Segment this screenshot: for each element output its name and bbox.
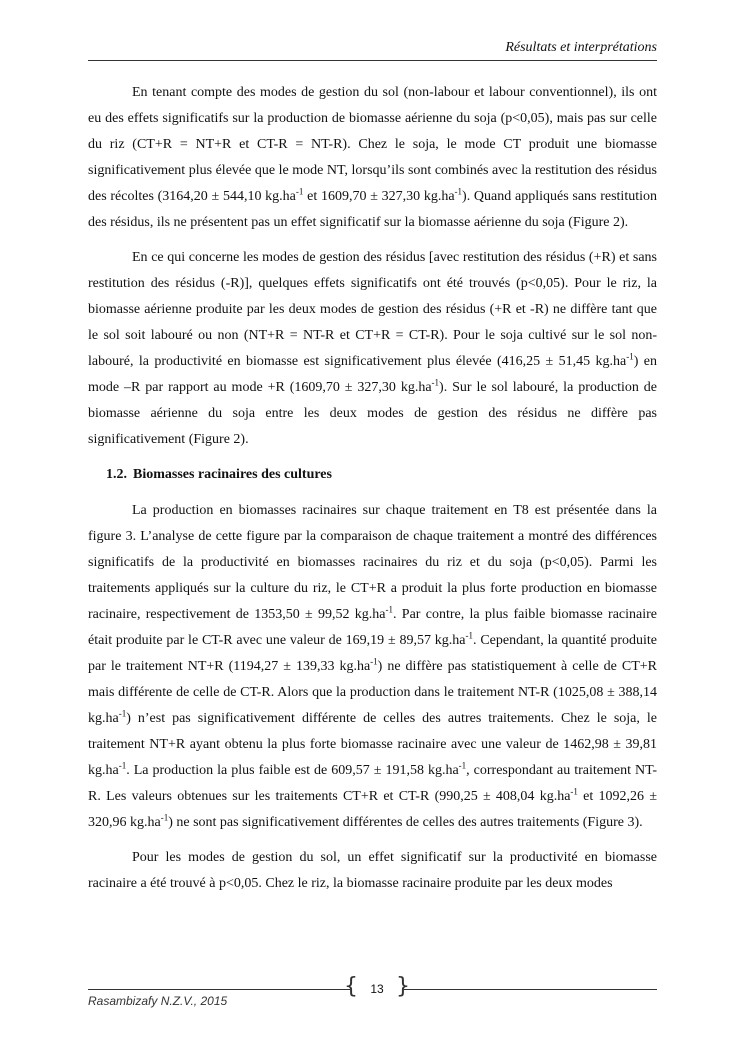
superscript: -1 bbox=[431, 377, 440, 388]
left-brace: { bbox=[344, 974, 358, 999]
paragraph-4: Pour les modes de gestion du sol, un effet significatif sur la productivité en biomasse racinaire a été trouvé à p<0,05. Chez le riz, la biomasse racinaire produite par les deux modes bbox=[88, 850, 657, 891]
footer-rule-right bbox=[404, 989, 657, 990]
paragraph-1: En tenant compte des modes de gestion du sol (non-labour et labour conventionnel), ils ont eu des effets significatifs sur la production de biomasse aérienne du soja (p<0,05), mais pas sur celle du riz (CT+R = NT+R et CT-R = NT-R). Chez le soja, le mode CT produit une biomasse significativement plus élevée que le mode NT, lorsqu’ils sont combinés avec la restitution des résidus des récoltes (3164,20 ± 544,10 $kg.ha^{-1}$ et 1609,70 ± 327,30 $kg.ha^{-1}$). Quand appliqués sans restitution des résidus, ils ne présentent pas un effet significatif sur la biomasse aérienne du soja (Figure 2). bbox=[88, 85, 657, 230]
superscript: -1 bbox=[454, 186, 463, 197]
footer-rule-left bbox=[88, 989, 350, 990]
superscript: -1 bbox=[626, 351, 634, 362]
section-heading bbox=[106, 462, 657, 488]
paragraph-3: La production en biomasses racinaires sur chaque traitement en T8 est présentée dans la figure 3. L’analyse de cette figure par la comparaison de chaque traitement a montré des différences significatifs de la productivité en biomasses racinaires du riz et du soja (p<0,05). Parmi les traitements appliqués sur la culture du riz, le CT+R a produit la plus forte production en biomasse racinaire, respectivement de 1353,50 ± 99,52 $kg.ha^{-1}$. Par contre, la plus faible biomasse racinaire était produite par le CT-R avec une valeur de 169,19 ± 89,57 $kg.ha^{-1}$. Cependant, la quantité produite par le traitement NT+R (1194,27 ± 139,33 $kg.ha^{-1}$) ne diffère pas statistiquement à celle de CT+R mais différente de celle de CT-R. Alors que la production dans le traitement NT-R (1025,08 ± 388,14 $kg.ha^{-1}$) n’est pas significativement différente de celles des autres traitements. Chez le soja, le traitement NT+R ayant obtenu la plus forte biomasse racinaire avec une valeur de 1462,98 ± 39,81 $kg.ha^{-1}$. La production la plus faible est de 609,57 ± 191,58 $kg.ha^{-1}$, correspondant au traitement NT-R. Les valeurs obtenues sur les traitements CT+R et CT-R (990,25 ± 408,04 $kg.ha^{-1}$ et 1092,26 ± 320,96 $kg.ha^{-1}$) ne sont pas significativement différentes de celles des autres traitements (Figure 3). bbox=[88, 503, 658, 830]
running-header bbox=[88, 40, 657, 61]
paragraph-2: En ce qui concerne les modes de gestion des résidus [avec restitution des résidus (+R) et sans restitution des résidus (-R)], quelques effets significatifs ont été trouvés (p<0,05). Pour le riz, la biomasse aérienne produite par les deux modes de gestion des résidus (+R et -R) ne diffère tant que le sol soit labouré ou non (NT+R = NT-R et CT+R = CT-R). Pour le soja cultivé sur le sol non-labouré, la productivité en biomasse est significativement plus élevée (416,25 ± 51,45 $kg.ha^{-1}$) en mode –R par rapport au mode +R (1609,70 ± 327,30 $kg.ha^{-1}$). Sur le sol labouré, la production de biomasse aérienne du soja entre les deux modes de gestion des résidus ne diffère pas significativement (Figure 2). bbox=[88, 250, 657, 447]
section-number: 1.2. bbox=[106, 467, 127, 482]
page-body bbox=[88, 80, 657, 906]
footer-author: Rasambizafy N.Z.V., 2015 bbox=[88, 994, 228, 1008]
right-brace: } bbox=[396, 974, 410, 999]
page-number: 13 bbox=[370, 982, 384, 996]
superscript: -1 bbox=[295, 186, 304, 197]
header-title: Résultats et interprétations bbox=[505, 40, 657, 55]
section-title: Biomasses racinaires des cultures bbox=[133, 467, 332, 482]
